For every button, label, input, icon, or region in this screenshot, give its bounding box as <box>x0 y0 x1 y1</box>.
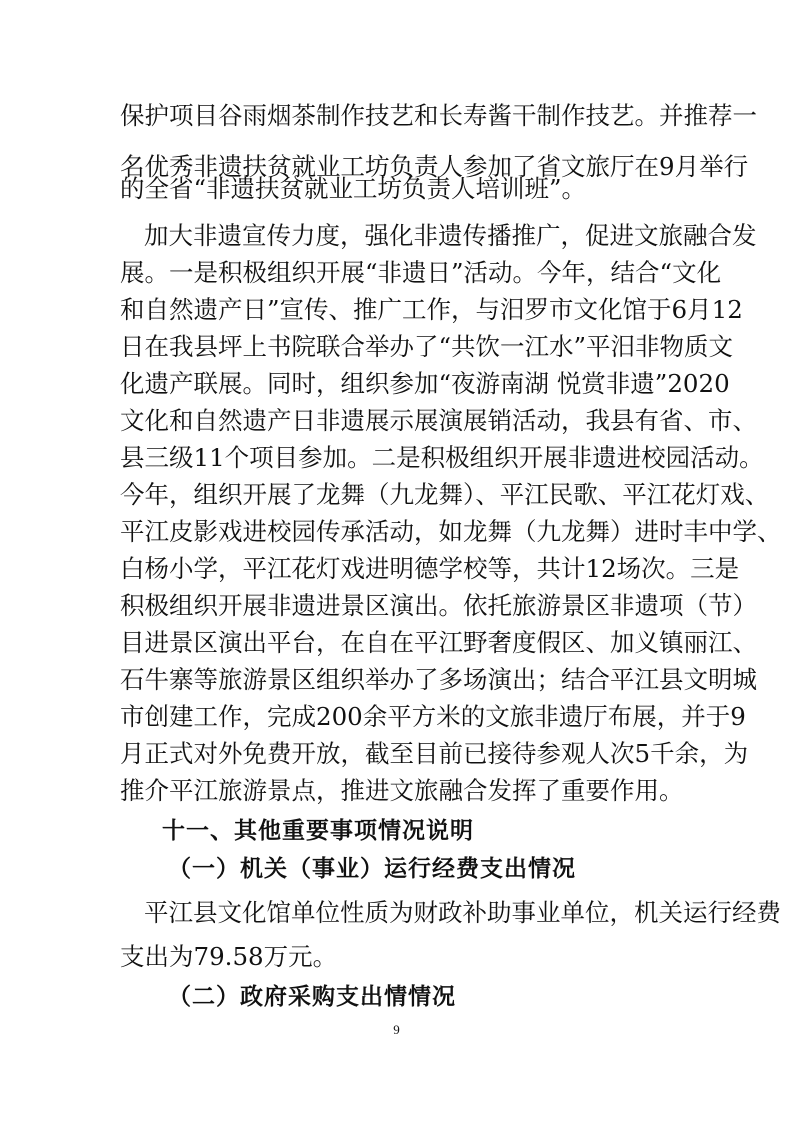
paragraph-line: 的全省“非遗扶贫就业工坊负责人培训班”。 <box>120 174 587 203</box>
paragraph-line: 加大非遗宣传力度，强化非遗传播推广，促进文旅融合发 <box>144 221 757 250</box>
paragraph-line: 月正式对外免费开放，截至目前已接待参观人次5千余，为 <box>120 739 749 768</box>
paragraph-line: 石牛寨等旅游景区组织举办了多场演出；结合平江县文明城 <box>120 665 757 694</box>
paragraph-line: 推介平江旅游景点，推进文旅融合发挥了重要作用。 <box>120 776 684 805</box>
paragraph-line: 今年，组织开展了龙舞（九龙舞）、平江民歌、平江花灯戏、 <box>120 480 770 509</box>
subsection-heading: （一）机关（事业）运行经费支出情况 <box>168 856 576 882</box>
paragraph-line: 和自然遗产日”宣传、推广工作，与汨罗市文化馆于6月12 <box>120 295 743 324</box>
subsection-heading: （二）政府采购支出情情况 <box>168 984 456 1010</box>
paragraph-line: 市创建工作，完成200余平方米的文旅非遗厅布展，并于9 <box>120 702 746 731</box>
section-heading: 十一、其他重要事项情况说明 <box>162 818 474 844</box>
paragraph-line: 积极组织开展非遗进景区演出。依托旅游景区非遗项（节） <box>120 591 757 620</box>
paragraph-line: 保护项目谷雨烟茶制作技艺和长寿酱干制作技艺。并推荐一 <box>120 101 757 130</box>
paragraph-line: 白杨小学，平江花灯戏进明德学校等，共计12场次。三是 <box>120 554 740 583</box>
paragraph-line: 文化和自然遗产日非遗展示展演展销活动，我县有省、市、 <box>120 406 757 435</box>
paragraph-line: 支出为79.58万元。 <box>120 942 338 971</box>
paragraph-line: 日在我县坪上书院联合举办了“共饮一江水”平汨非物质文 <box>120 332 734 361</box>
paragraph-line: 展。一是积极组织开展“非遗日”活动。今年，结合“文化 <box>120 258 722 287</box>
paragraph-line: 化遗产联展。同时，组织参加“夜游南湖 悦赏非遗”2020 <box>120 369 730 398</box>
paragraph-line: 目进景区演出平台，在自在平江野奢度假区、加义镇丽江、 <box>120 628 757 657</box>
page-number: 9 <box>393 1022 400 1037</box>
paragraph-line: 平江县文化馆单位性质为财政补助事业单位，机关运行经费 <box>144 898 781 927</box>
paragraph-line: 平江皮影戏进校园传承活动，如龙舞（九龙舞）进时丰中学、 <box>120 517 782 546</box>
paragraph-line: 名优秀非遗扶贫就业工坊负责人参加了省文旅厅在9月举行 <box>120 152 749 181</box>
paragraph-line: 县三级11个项目参加。二是积极组织开展非遗进校园活动。 <box>120 443 764 472</box>
